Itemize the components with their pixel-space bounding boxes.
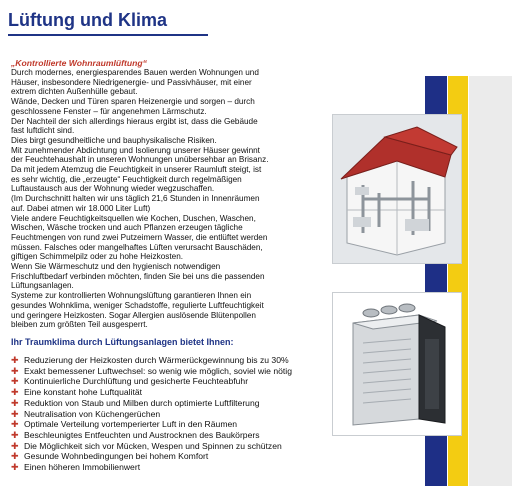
plus-cross-icon: ✚ [11,376,19,387]
plus-cross-icon: ✚ [11,440,19,451]
benefit-text: Beschleunigtes Entfeuchten und Austrocknen des Baukörpers [24,429,260,440]
plus-cross-icon: ✚ [11,451,19,462]
plus-cross-icon: ✚ [11,408,19,419]
plus-cross-icon: ✚ [11,397,19,408]
list-item [11,451,292,462]
intro-heading: „Kontrollierte Wohnraumlüftung“ [11,58,147,68]
list-item [11,376,292,387]
title-underline [8,34,208,36]
benefit-text: Neutralisation von Küchengerüchen [24,408,161,419]
benefit-text: Kontinuierliche Durchlüftung und gesicherte Feuchteabfuhr [24,376,249,387]
plus-cross-icon: ✚ [11,429,19,440]
plus-cross-icon: ✚ [11,365,19,376]
benefit-text: Einen höheren Immobilienwert [24,462,141,473]
benefit-text: Reduktion von Staub und Milben durch optimierte Luftfilterung [24,397,260,408]
benefit-text: Die Möglichkeit sich vor Mücken, Wespen und Spinnen zu schützen [24,440,282,451]
plus-cross-icon: ✚ [11,355,19,365]
intro-section [11,58,326,330]
list-item [11,419,292,430]
plus-cross-icon: ✚ [11,419,19,430]
list-item [11,462,292,473]
decorative-stripe-grey [469,76,512,486]
benefit-text: Reduzierung der Heizkosten durch Wärmerückgewinnung bis zu 30% [24,355,289,365]
benefit-text: Optimale Verteilung vortemperierter Luft in den Räumen [24,419,238,430]
ventilation-unit-illustration [332,292,462,436]
benefits-list [11,355,292,473]
benefit-text: Exakt bemessener Luftwechsel: so wenig wie möglich, soviel wie nötig [24,365,292,376]
list-item [11,387,292,398]
list-item [11,355,292,366]
list-item [11,441,292,452]
plus-cross-icon: ✚ [11,462,19,473]
benefit-text: Gesunde Wohnbedingungen bei hohem Komfort [24,451,209,462]
house-ventilation-illustration [332,114,462,264]
benefits-heading: Ihr Traumklima durch Lüftungsanlagen bietet Ihnen: [11,337,234,347]
list-item [11,409,292,420]
list-item [11,430,292,441]
intro-text: Durch modernes, energiesparendes Bauen werden Wohnungen und Häuser, insbesondere Niedrigenergie- und Passivhäuser, mit einer extrem dichten Außenhülle gebaut. Wände, Decken und Türen sparen Heizenergie und sorgen – durch geschlossene Fenster – für angenehmen Lärmschutz. Der Nachteil der sich allerdings hieraus ergibt ist, dass die Gebäude fast luftdicht sind. Dies birgt gesundheitliche und bauphysikalische Risiken. Mit zunehmender Abdichtung und Isolierung unserer Häuser gewinnt der Feuchtehaushalt in unseren Wohnungen unübersehbar an Brisanz. Da mit jedem Atemzug die Feuchtigkeit in unserer Raumluft steigt, ist es sehr wichtig, die „erzeugte“ Feuchtigkeit durch regelmäßigen Luftaustausch aus der Wohnung wieder wegzuschaffen. (Im Durchschnitt halten wir uns täglich 21,6 Stunden in Innenräumen auf. Dabei atmen wir 18.000 Liter Luft) Viele andere Feuchtigkeitsquellen wie Kochen, Duschen, Waschen, Wischen, Wäsche trocken und auch Pflanzen erzeugen tägliche Feuchtmengen von rund zwei Putzeimern Wasser, die entlüftet werden müssen. Falsches oder mangelhaftes Lüften verursacht Bauschäden, giftigen Schimmelpilz oder zu hohe Heizkosten. Wenn Sie Wärmeschutz und den hygienisch notwendigen Frischluftbedarf verbinden möchten, finden Sie bei uns die passenden Lüftungsanlagen. Systeme zur kontrollierten Wohnungslüftung garantieren Ihnen ein gesundes Wohnklima, weniger Schadstoffe, regulierte Luftfeuchtigkeit und geringere Heizkosten. Sogar Allergien auslösende Blütenpollen bleiben zum größten Teil ausgesperrt. [11,68,269,330]
benefit-text: Eine konstant hohe Luftqualität [24,387,143,398]
list-item [11,398,292,409]
plus-cross-icon: ✚ [11,387,19,398]
page-title: Lüftung und Klima [8,10,167,30]
list-item [11,366,292,377]
